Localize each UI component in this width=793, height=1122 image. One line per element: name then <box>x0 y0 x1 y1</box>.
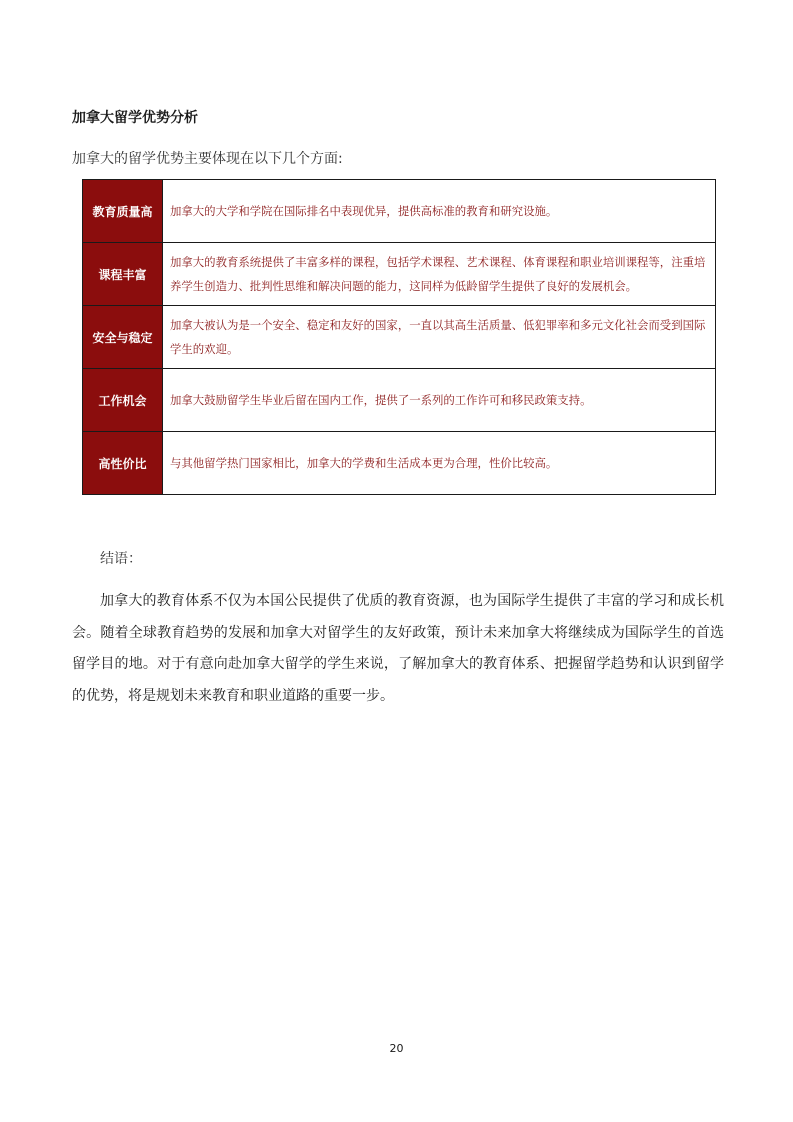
section-heading: 加拿大留学优势分析 <box>72 110 198 126</box>
page-number: 20 <box>389 1042 404 1055</box>
advantage-description: 与其他留学热门国家相比，加拿大的学费和生活成本更为合理，性价比较高。 <box>170 456 558 470</box>
table-row <box>83 432 715 494</box>
advantage-label: 安全与稳定 <box>83 306 163 368</box>
advantage-description: 加拿大的大学和学院在国际排名中表现优异，提供高标准的教育和研究设施。 <box>170 204 558 218</box>
conclusion-label: 结语： <box>100 551 142 567</box>
advantage-label: 工作机会 <box>83 369 163 431</box>
conclusion-paragraph: 加拿大的教育体系不仅为本国公民提供了优质的教育资源，也为国际学生提供了丰富的学习和成长机会。随着全球教育趋势的发展和加拿大对留学生的友好政策，预计未来加拿大将继续成为国际学生的首选留学目的地。对于有意向赴加拿大留学的学生来说，了解加拿大的教育体系、把握留学趋势和认识到留学的优势，将是规划未来教育和职业道路的重要一步。 <box>72 593 724 704</box>
advantage-label: 教育质量高 <box>83 180 163 242</box>
advantage-label: 高性价比 <box>83 432 163 494</box>
advantage-description-cell <box>163 243 715 305</box>
table-row <box>83 306 715 369</box>
advantage-description-cell <box>163 306 715 368</box>
advantage-description: 加拿大鼓励留学生毕业后留在国内工作，提供了一系列的工作许可和移民政策支持。 <box>170 393 592 407</box>
advantage-description-cell <box>163 432 715 494</box>
advantage-description-cell <box>163 180 715 242</box>
section-intro: 加拿大的留学优势主要体现在以下几个方面: <box>72 151 343 167</box>
advantage-description: 加拿大被认为是一个安全、稳定和友好的国家，一直以其高生活质量、低犯罪率和多元文化社会而受到国际学生的欢迎。 <box>170 318 706 356</box>
advantages-table <box>82 179 716 495</box>
table-row <box>83 180 715 243</box>
table-row <box>83 243 715 306</box>
table-row <box>83 369 715 432</box>
advantage-label: 课程丰富 <box>83 243 163 305</box>
advantage-description-cell <box>163 369 715 431</box>
advantage-description: 加拿大的教育系统提供了丰富多样的课程，包括学术课程、艺术课程、体育课程和职业培训课程等，注重培养学生创造力、批判性思维和解决问题的能力，这同样为低龄留学生提供了良好的发展机会。 <box>170 255 706 293</box>
